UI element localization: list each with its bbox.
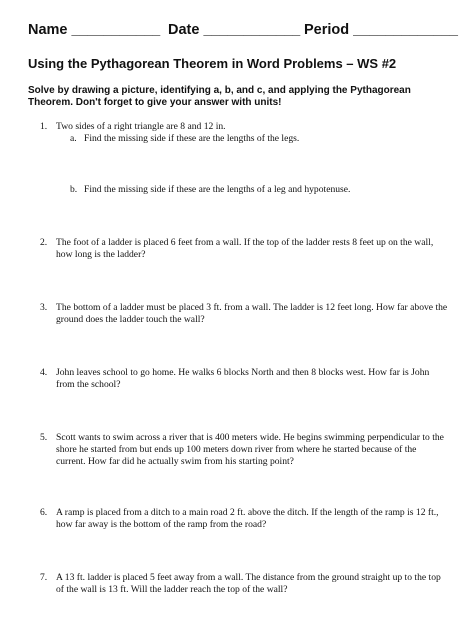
problem-7 — [40, 572, 448, 596]
date-field-label: Date ____________ — [168, 22, 301, 38]
problem-4 — [40, 367, 448, 391]
problem-number: 2. — [40, 237, 48, 248]
problem-text: The bottom of a ladder must be placed 3 ft. from a wall. The ladder is 12 feet long. How far above the ground does the ladder touch the wall? — [56, 302, 448, 325]
name-field-label: Name ___________ — [28, 22, 161, 38]
part-text: Find the missing side if these are the lengths of the legs. — [84, 133, 300, 144]
problem-number: 7. — [40, 572, 48, 583]
problem-number: 1. — [40, 121, 48, 132]
period-field-label: Period _____________ — [304, 22, 458, 38]
problem-6 — [40, 507, 448, 531]
problem-1 — [40, 121, 448, 133]
problem-1a — [70, 133, 448, 145]
problem-text: A 13 ft. ladder is placed 5 feet away from a wall. The distance from the ground straight up to the top of the wall is 13 ft. Will the ladder reach the top of the wall? — [56, 572, 441, 595]
problem-1b — [70, 184, 448, 196]
part-letter: a. — [70, 133, 77, 144]
problem-text: Scott wants to swim across a river that is 400 meters wide. He begins swimming perpendicular to the shore he started from but ends up 100 meters down river from where he started because of the current. How far did he actually swim from his starting point? — [56, 432, 444, 467]
problem-text: The foot of a ladder is placed 6 feet from a wall. If the top of the ladder rests 8 feet up on the wall, how long is the ladder? — [56, 237, 434, 260]
instructions: Solve by drawing a picture, identifying a, b, and c, and applying the Pythagorean Theorem. Don't forget to give your answer with units! — [28, 85, 411, 108]
problem-number: 6. — [40, 507, 48, 518]
problem-5 — [40, 432, 448, 468]
part-text: Find the missing side if these are the lengths of a leg and hypotenuse. — [84, 184, 351, 195]
problem-text: A ramp is placed from a ditch to a main road 2 ft. above the ditch. If the length of the ramp is 12 ft., how far away is the bottom of the ramp from the road? — [56, 507, 439, 530]
problem-number: 3. — [40, 302, 48, 313]
problem-text: Two sides of a right triangle are 8 and 12 in. — [56, 121, 226, 132]
part-letter: b. — [70, 184, 78, 195]
header-row — [28, 22, 458, 42]
problem-2 — [40, 237, 448, 261]
problem-number: 4. — [40, 367, 48, 378]
worksheet-title: Using the Pythagorean Theorem in Word Problems – WS #2 — [28, 56, 397, 71]
problem-3 — [40, 302, 448, 326]
problem-number: 5. — [40, 432, 48, 443]
problem-text: John leaves school to go home. He walks 6 blocks North and then 8 blocks west. How far is John from the school? — [56, 367, 430, 390]
